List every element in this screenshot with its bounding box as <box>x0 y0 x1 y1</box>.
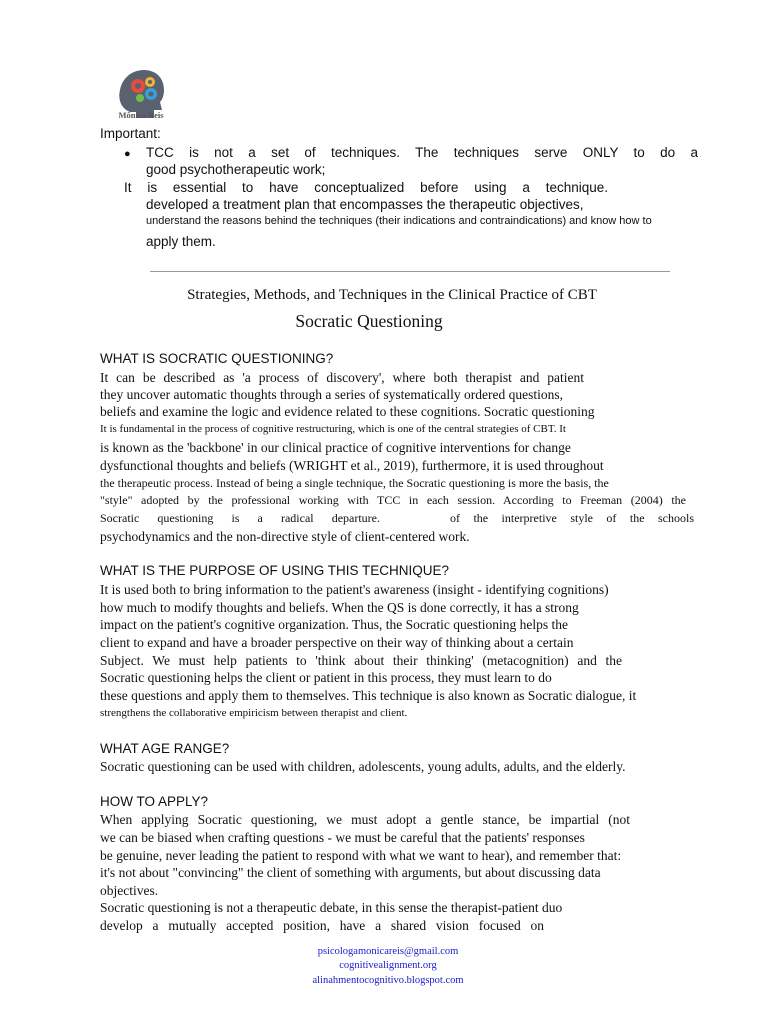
logo-name: Mônica Reis <box>118 110 164 120</box>
section2-line: client to expand and have a broader perspective on their way of thinking about a certain <box>100 635 574 650</box>
important-label: Important: <box>100 126 161 141</box>
section4-line: objectives. <box>100 883 159 898</box>
section4-line: develop a mutually accepted position, have a shared vision focused on <box>100 918 544 933</box>
section4-line: be genuine, never leading the patient to respond with what we want to hear), and remember that: <box>100 848 622 863</box>
section1-line: the therapeutic process. Instead of being a single technique, the Socratic questioning is more the basis, the <box>100 476 609 490</box>
section3-heading: WHAT AGE RANGE? <box>100 741 230 756</box>
section2-line: Socratic questioning helps the client or patient in this process, they must learn to do <box>100 670 552 685</box>
section1-line: is known as the 'backbone' in our clinical practice of cognitive interventions for change <box>100 440 571 455</box>
section1-line: beliefs and examine the logic and evidence related to these cognitions. Socratic questioning <box>100 404 595 419</box>
important-bullet-line1: TCC is not a set of techniques. The techniques serve ONLY to do a <box>146 145 698 160</box>
section1-line: It can be described as 'a process of discovery', where both therapist and patient <box>100 370 584 385</box>
important-line5: understand the reasons behind the techniques (their indications and contraindications) and know how to <box>146 215 652 227</box>
section2-line: Subject. We must help patients to 'think about their thinking' (metacognition) and the <box>100 653 622 668</box>
section4-line: it's not about "convincing" the client of something with arguments, but about discussing data <box>100 865 601 880</box>
section1-line: Socratic questioning is a radical departure. <box>100 511 380 525</box>
important-line6: apply them. <box>146 234 216 249</box>
section2-line: these questions and apply them to themselves. This technique is also known as Socratic dialogue, it <box>100 688 637 703</box>
section2-line: It is used both to bring information to the patient's awareness (insight - identifying cognitions) <box>100 582 609 597</box>
section2-line: how much to modify thoughts and beliefs. When the QS is done correctly, it has a strong <box>100 600 579 615</box>
section1-line: "style" adopted by the professional working with TCC in each session. According to Freeman (2004) the <box>100 493 686 507</box>
footer-site1-link[interactable]: cognitivealignment.org <box>339 960 437 971</box>
section1-line: dysfunctional thoughts and beliefs (WRIGHT et al., 2019), furthermore, it is used throughout <box>100 458 604 473</box>
section2-heading: WHAT IS THE PURPOSE OF USING THIS TECHNIQUE? <box>100 563 450 578</box>
doc-title: Socratic Questioning <box>295 311 443 331</box>
section2-line: impact on the patient's cognitive organization. Thus, the Socratic questioning helps the <box>100 617 568 632</box>
important-line4: developed a treatment plan that encompasses the therapeutic objectives, <box>146 197 584 212</box>
doc-subtitle: Strategies, Methods, and Techniques in the Clinical Practice of CBT <box>187 287 597 303</box>
section1-heading: WHAT IS SOCRATIC QUESTIONING? <box>100 351 334 366</box>
section1-line: they uncover automatic thoughts through a series of systematically ordered questions, <box>100 387 564 402</box>
section4-line: we can be biased when crafting questions - we must be careful that the patients' responses <box>100 830 585 845</box>
section4-line: Socratic questioning is not a therapeutic debate, in this sense the therapist-patient duo <box>100 900 563 915</box>
section1-line: of the interpretive style of the schools <box>450 511 694 525</box>
separator <box>150 271 670 272</box>
section1-line: It is fundamental in the process of cognitive restructuring, which is one of the central strategies of CBT. It <box>100 423 566 435</box>
footer-email-link[interactable]: psicologamonicareis@gmail.com <box>317 946 459 957</box>
section2-line: strengthens the collaborative empiricism between therapist and client. <box>100 707 408 719</box>
bullet-icon: ● <box>124 148 131 160</box>
section4-line: When applying Socratic questioning, we must adopt a gentle stance, be impartial (not <box>100 812 630 827</box>
section3-line: Socratic questioning can be used with children, adolescents, young adults, adults, and the elderly. <box>100 759 626 774</box>
footer-site2-link[interactable]: alinahmentocognitivo.blogspot.com <box>312 975 464 986</box>
important-bullet-line2: good psychotherapeutic work; <box>146 162 326 177</box>
section4-heading: HOW TO APPLY? <box>100 794 209 809</box>
section1-line: psychodynamics and the non-directive style of client-centered work. <box>100 529 470 544</box>
important-line3: It is essential to have conceptualized before using a technique. <box>124 180 608 195</box>
